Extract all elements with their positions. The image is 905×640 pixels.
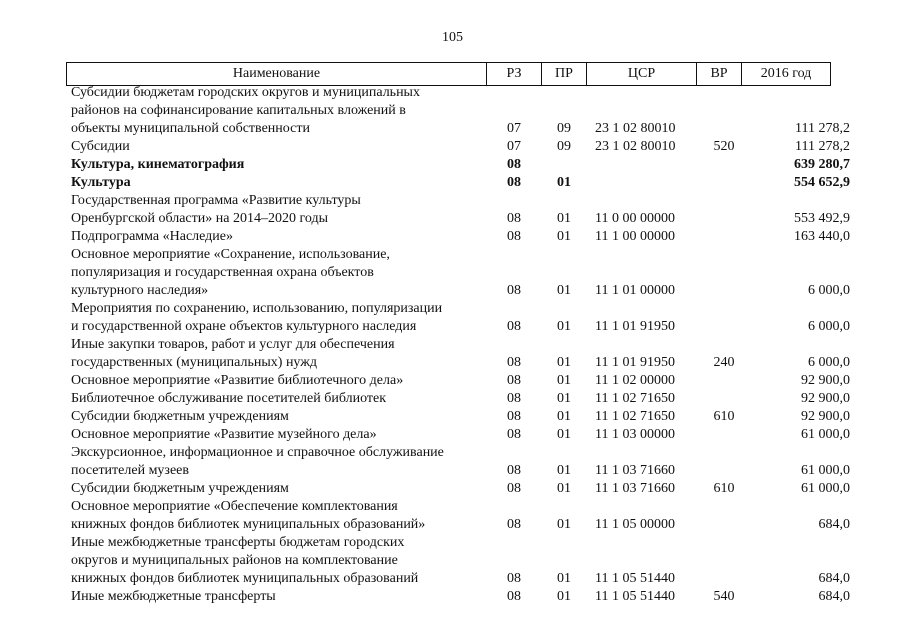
row-name: Основное мероприятие «Сохранение, использование,	[71, 247, 390, 262]
row-csr: 11 1 01 91950	[595, 319, 675, 334]
table-row	[0, 516, 905, 534]
row-csr: 11 0 00 00000	[595, 211, 675, 226]
row-rz: 08	[507, 571, 521, 586]
table-row	[0, 174, 905, 192]
table-row	[0, 372, 905, 390]
header-rz: РЗ	[487, 63, 542, 86]
row-name: государственных (муниципальных) нужд	[71, 355, 318, 370]
table-row	[0, 336, 905, 354]
row-rz: 08	[507, 157, 521, 172]
row-name: Субсидии бюджетным учреждениям	[71, 481, 289, 496]
row-amount: 684,0	[818, 589, 850, 604]
row-csr: 11 1 01 91950	[595, 355, 675, 370]
table-row	[0, 156, 905, 174]
row-csr: 11 1 01 00000	[595, 283, 675, 298]
row-rz: 08	[507, 211, 521, 226]
table-row	[0, 588, 905, 606]
row-name: Основное мероприятие «Обеспечение комплектования	[71, 499, 398, 514]
row-pr: 01	[557, 175, 571, 190]
row-pr: 01	[557, 391, 571, 406]
header-vr: ВР	[697, 63, 742, 86]
table-row	[0, 444, 905, 462]
header-pr: ПР	[542, 63, 587, 86]
row-amount: 92 900,0	[801, 409, 850, 424]
row-amount: 6 000,0	[808, 283, 850, 298]
table-body	[0, 84, 905, 606]
page-number: 105	[442, 30, 463, 45]
row-amount: 111 278,2	[795, 121, 850, 136]
row-name: книжных фондов библиотек муниципальных образований	[71, 571, 419, 586]
row-rz: 08	[507, 391, 521, 406]
table-row	[0, 552, 905, 570]
row-amount: 61 000,0	[801, 463, 850, 478]
row-pr: 01	[557, 463, 571, 478]
row-vr: 240	[713, 355, 735, 370]
row-rz: 08	[507, 481, 521, 496]
table-row	[0, 102, 905, 120]
row-rz: 08	[507, 319, 521, 334]
row-amount: 684,0	[818, 517, 850, 532]
table-row	[0, 354, 905, 372]
row-rz: 07	[507, 121, 521, 136]
row-vr: 610	[713, 481, 735, 496]
row-csr: 11 1 05 51440	[595, 589, 675, 604]
table-row	[0, 120, 905, 138]
row-csr: 11 1 03 71660	[595, 463, 675, 478]
row-name: книжных фондов библиотек муниципальных образований»	[71, 517, 426, 532]
row-vr: 610	[713, 409, 735, 424]
table-row	[0, 498, 905, 516]
table-row	[0, 228, 905, 246]
row-amount: 553 492,9	[794, 211, 850, 226]
row-name: Государственная программа «Развитие культуры	[71, 193, 361, 208]
table-header	[66, 62, 831, 86]
row-name: Субсидии бюджетам городских округов и муниципальных	[71, 85, 420, 100]
row-rz: 07	[507, 139, 521, 154]
table-row	[0, 480, 905, 498]
row-csr: 11 1 02 00000	[595, 373, 675, 388]
row-name: объекты муниципальной собственности	[71, 121, 310, 136]
row-pr: 01	[557, 355, 571, 370]
row-csr: 11 1 03 00000	[595, 427, 675, 442]
row-name: Культура, кинематография	[71, 157, 245, 172]
row-name: Субсидии	[71, 139, 130, 154]
row-csr: 11 1 05 00000	[595, 517, 675, 532]
row-amount: 554 652,9	[794, 175, 850, 190]
table-row	[0, 300, 905, 318]
row-pr: 09	[557, 121, 571, 136]
row-csr: 11 1 02 71650	[595, 391, 675, 406]
row-amount: 92 900,0	[801, 373, 850, 388]
row-name: Мероприятия по сохранению, использованию, популяризации	[71, 301, 443, 316]
row-name: Субсидии бюджетным учреждениям	[71, 409, 289, 424]
table-row	[0, 282, 905, 300]
row-pr: 01	[557, 481, 571, 496]
row-amount: 61 000,0	[801, 427, 850, 442]
row-name: Иные закупки товаров, работ и услуг для обеспечения	[71, 337, 395, 352]
row-amount: 163 440,0	[794, 229, 850, 244]
row-name: посетителей музеев	[71, 463, 190, 478]
row-rz: 08	[507, 589, 521, 604]
header-csr: ЦСР	[587, 63, 697, 86]
row-name: Библиотечное обслуживание посетителей библиотек	[71, 391, 387, 406]
row-pr: 01	[557, 229, 571, 244]
row-pr: 01	[557, 283, 571, 298]
row-amount: 639 280,7	[794, 157, 850, 172]
row-rz: 08	[507, 463, 521, 478]
row-amount: 684,0	[818, 571, 850, 586]
row-name: популяризация и государственная охрана объектов	[71, 265, 374, 280]
table-row	[0, 246, 905, 264]
row-pr: 01	[557, 427, 571, 442]
row-name: Оренбургской области» на 2014–2020 годы	[71, 211, 328, 226]
row-name: культурного наследия»	[71, 283, 209, 298]
table-row	[0, 390, 905, 408]
row-name: Иные межбюджетные трансферты бюджетам городских	[71, 535, 405, 550]
header-name: Наименование	[67, 63, 487, 86]
row-pr: 01	[557, 211, 571, 226]
row-pr: 01	[557, 319, 571, 334]
row-rz: 08	[507, 427, 521, 442]
row-rz: 08	[507, 175, 521, 190]
row-pr: 01	[557, 571, 571, 586]
row-pr: 01	[557, 517, 571, 532]
row-rz: 08	[507, 409, 521, 424]
row-vr: 540	[713, 589, 735, 604]
row-amount: 111 278,2	[795, 139, 850, 154]
row-amount: 61 000,0	[801, 481, 850, 496]
table-row	[0, 318, 905, 336]
row-pr: 01	[557, 409, 571, 424]
row-name: Основное мероприятие «Развитие библиотечного дела»	[71, 373, 404, 388]
row-csr: 23 1 02 80010	[595, 139, 676, 154]
row-rz: 08	[507, 517, 521, 532]
row-rz: 08	[507, 373, 521, 388]
row-amount: 92 900,0	[801, 391, 850, 406]
table-row	[0, 570, 905, 588]
row-name: округов и муниципальных районов на комплектование	[71, 553, 398, 568]
table-row	[0, 84, 905, 102]
row-rz: 08	[507, 355, 521, 370]
row-csr: 11 1 03 71660	[595, 481, 675, 496]
row-csr: 11 1 05 51440	[595, 571, 675, 586]
table-row	[0, 426, 905, 444]
row-name: районов на софинансирование капитальных вложений в	[71, 103, 406, 118]
table-row	[0, 192, 905, 210]
row-name: и государственной охране объектов культурного наследия	[71, 319, 417, 334]
row-pr: 09	[557, 139, 571, 154]
row-name: Иные межбюджетные трансферты	[71, 589, 276, 604]
table-row	[0, 462, 905, 480]
row-pr: 01	[557, 373, 571, 388]
row-csr: 11 1 02 71650	[595, 409, 675, 424]
table-row	[0, 138, 905, 156]
header-year: 2016 год	[742, 63, 831, 86]
row-rz: 08	[507, 283, 521, 298]
row-name: Экскурсионное, информационное и справочное обслуживание	[71, 445, 444, 460]
row-amount: 6 000,0	[808, 319, 850, 334]
row-csr: 23 1 02 80010	[595, 121, 676, 136]
row-vr: 520	[713, 139, 735, 154]
row-name: Подпрограмма «Наследие»	[71, 229, 233, 244]
table-row	[0, 534, 905, 552]
table-row	[0, 210, 905, 228]
row-pr: 01	[557, 589, 571, 604]
table-row	[0, 264, 905, 282]
row-csr: 11 1 00 00000	[595, 229, 675, 244]
row-amount: 6 000,0	[808, 355, 850, 370]
row-name: Основное мероприятие «Развитие музейного дела»	[71, 427, 377, 442]
row-rz: 08	[507, 229, 521, 244]
table-row	[0, 408, 905, 426]
row-name: Культура	[71, 175, 131, 190]
